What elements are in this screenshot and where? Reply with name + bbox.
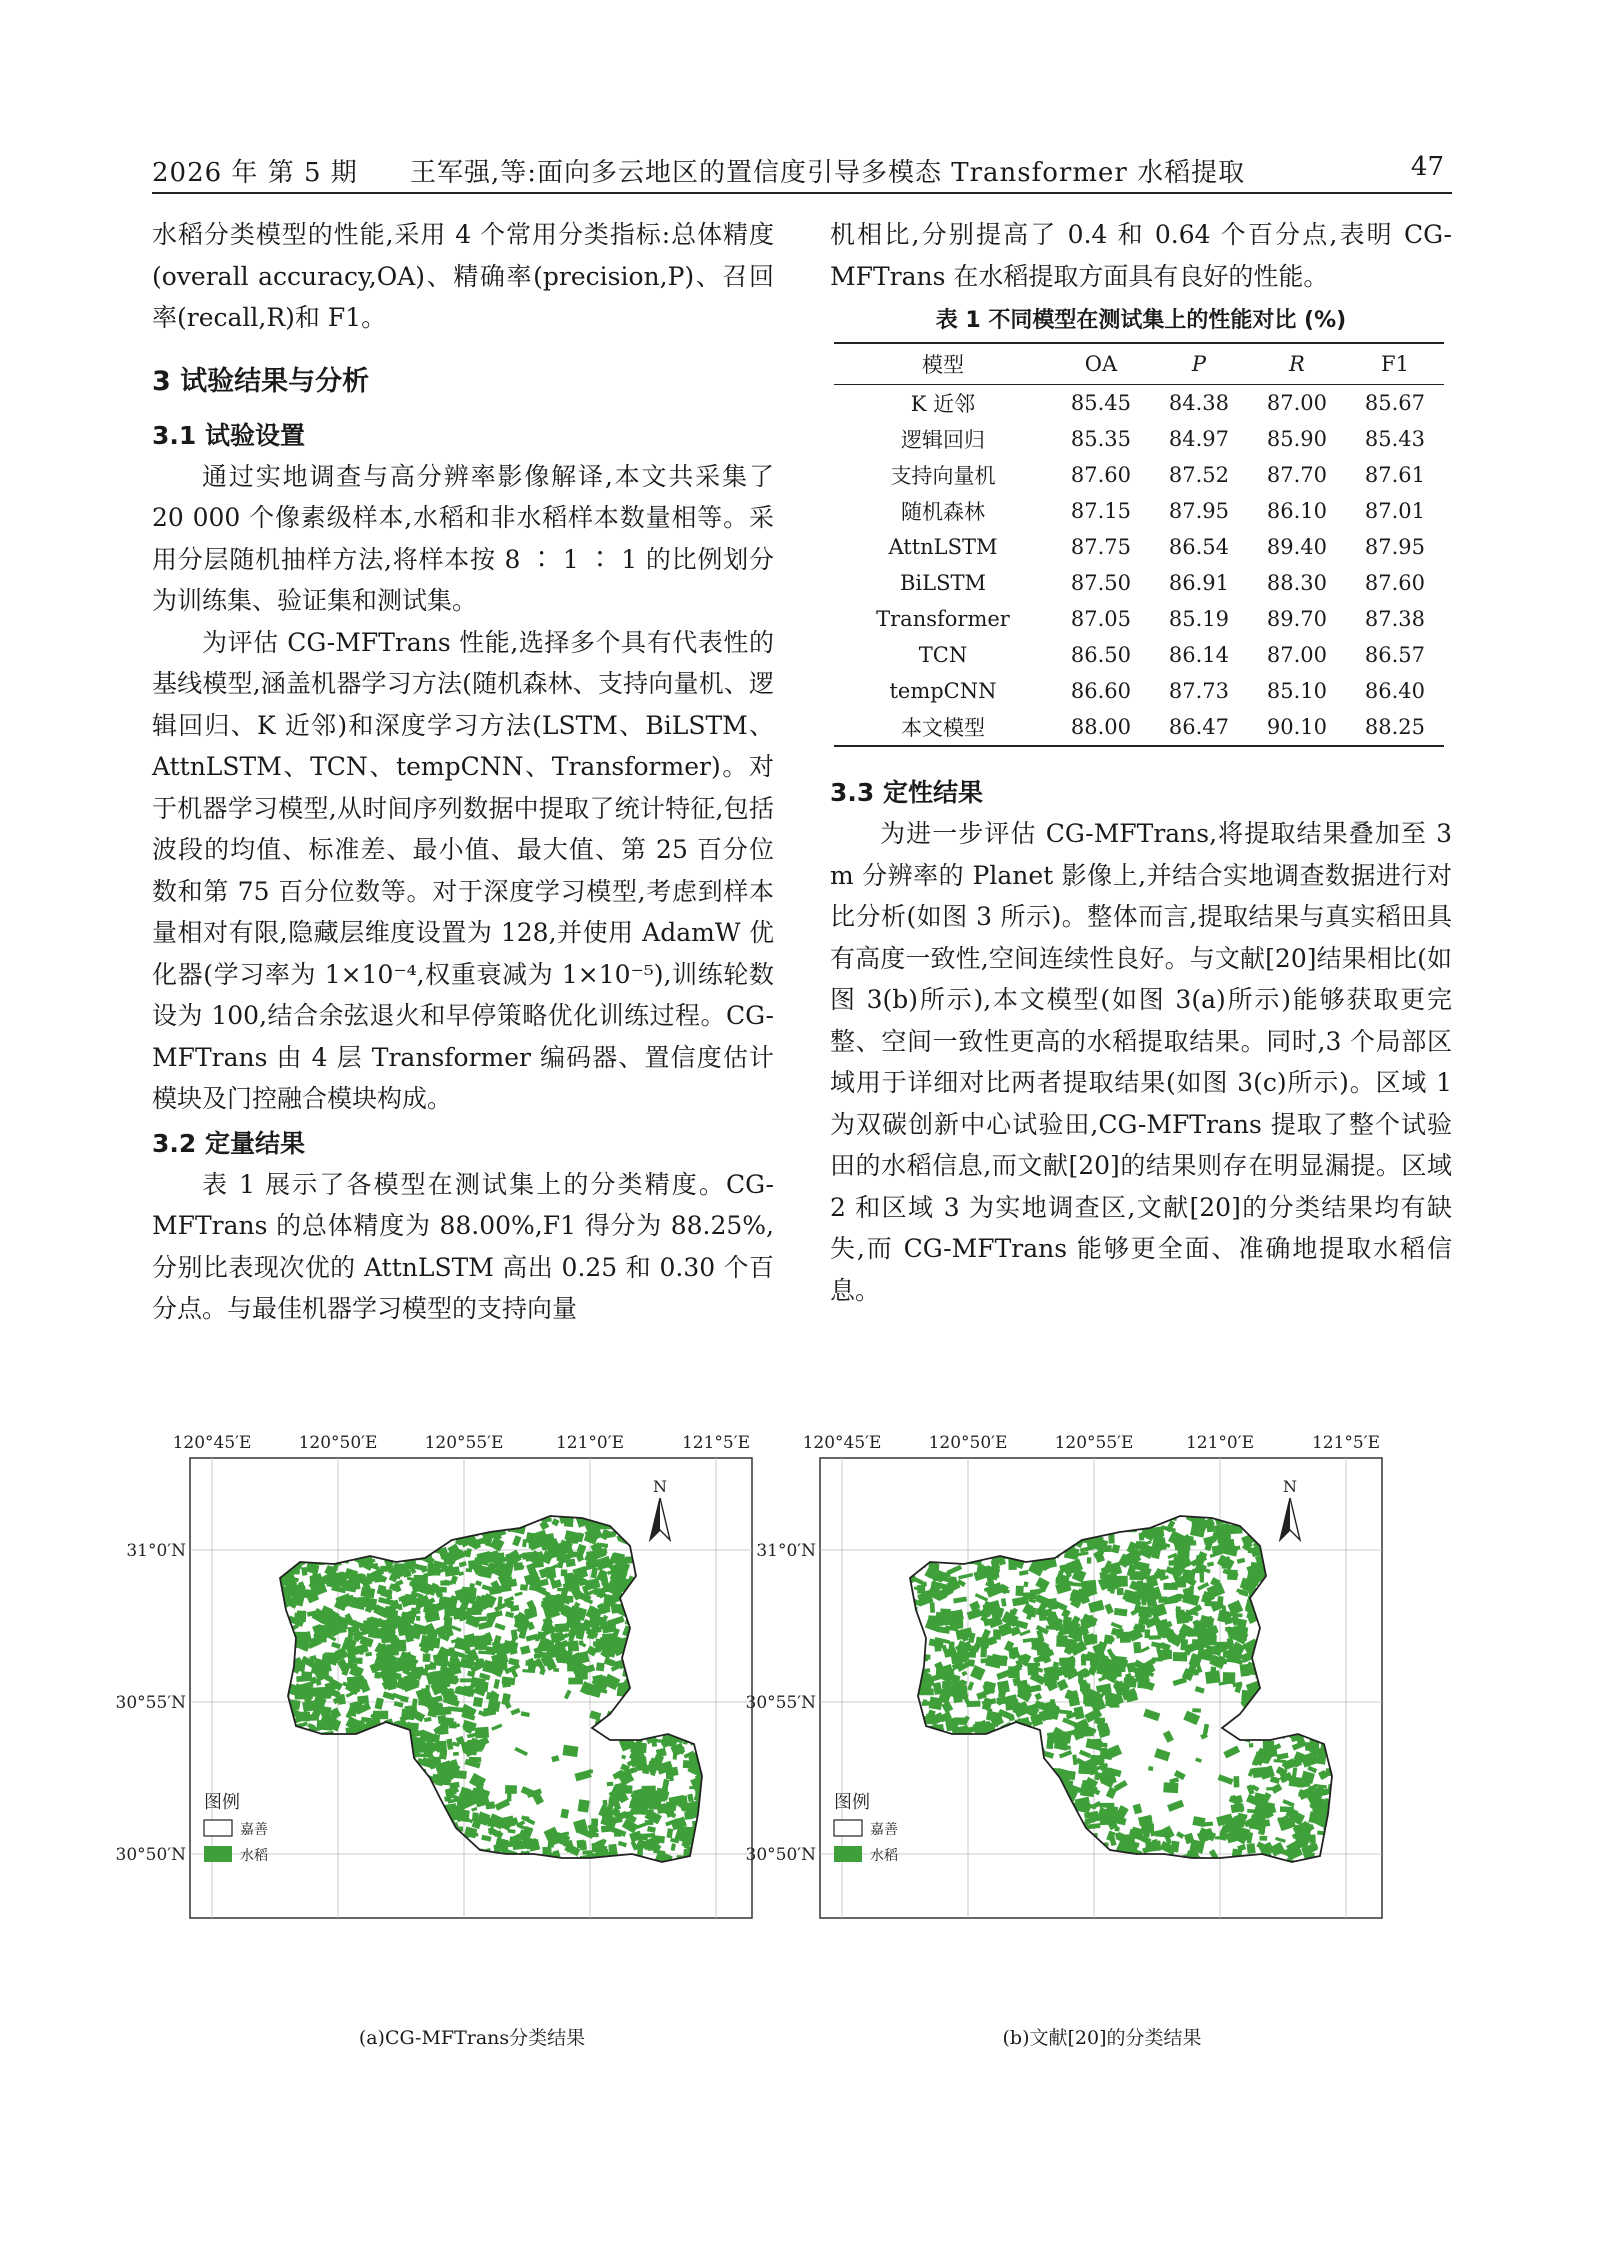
map-panel-a [115,1428,792,2068]
model-name-cell: K 近邻 [910,392,976,416]
legend-title: 图例 [834,1792,870,1813]
rice-patch [992,1615,1000,1620]
rice-patch [1117,1588,1124,1595]
rice-patch [1192,1708,1201,1713]
rice-patch [560,1809,569,1819]
caption-a: (a)CG-MFTrans分类结果 [358,2027,586,2049]
longitude-label: 120°45′E [172,1433,252,1453]
rice-patch [689,1786,694,1789]
setup-paragraph-1: 通过实地调查与高分辨率影像解译,本文共采集了 20 000 个像素级样本,水稻和非水稻样本数量相等。采用分层随机抽样方法,将样本按 8 ∶ 1 ∶ 1 的比例划分为训练集、验证集和测试集。 [152,461,774,615]
map-b [745,1428,1422,2018]
rice-patch [969,1646,977,1658]
table-row [834,421,1444,457]
longitude-label: 120°55′E [1054,1433,1134,1453]
table-header: F1 [1381,352,1409,376]
rice-patch [1133,1642,1141,1654]
rice-patch [555,1623,570,1632]
metric-cell: 85.45 [1070,391,1132,415]
rice-patch [1208,1635,1217,1645]
running-header [152,148,1452,194]
rice-patch [596,1662,605,1671]
rice-patch [1289,1776,1305,1788]
metric-cell: 86.91 [1168,571,1230,595]
metric-cell: 86.60 [1070,679,1132,703]
rice-patch [640,1833,655,1838]
rice-patch [949,1576,957,1587]
rice-patch [673,1746,684,1755]
longitude-label: 121°5′E [1311,1433,1381,1453]
table-row [834,565,1444,601]
rice-patch [443,1600,447,1605]
rice-patch [642,1786,656,1795]
rice-patch [1139,1533,1145,1541]
rice-patch [953,1693,963,1703]
rice-patch [1135,1624,1145,1632]
rice-patch [919,1688,934,1695]
table-row [834,457,1444,493]
rice-patch [608,1844,617,1857]
rice-patch [453,1752,459,1756]
metric-cell: 87.38 [1364,607,1426,631]
rice-patch [482,1570,487,1576]
rice-patch [561,1569,568,1576]
quant-paragraph: 表 1 展示了各模型在测试集上的分类精度。CG-MFTrans 的总体精度为 88.00%,F1 得分为 88.25%,分别比表现次优的 AttnLSTM 高出 0.25 和 0.30 个百分点。与最佳机器学习模型的支持向量 [152,1169,774,1323]
left-column [152,214,774,1330]
model-name-cell: 支持向量机 [890,464,996,488]
metric-cell: 87.60 [1364,571,1426,595]
rice-patch [576,1840,584,1849]
rice-patch [607,1782,614,1787]
rice-patch [566,1535,578,1544]
rice-patch [1015,1586,1023,1596]
rice-patch [1008,1647,1019,1659]
latitude-label: 30°50′N [745,1845,816,1865]
model-name-cell: 逻辑回归 [900,428,985,452]
rice-patch [360,1648,364,1655]
metric-cell: 87.50 [1070,571,1132,595]
rice-patch [944,1572,951,1578]
rice-patch [1137,1544,1144,1549]
map-a [115,1428,792,2018]
table-header: OA [1084,352,1118,376]
caption-b: (b)文献[20]的分类结果 [1002,2027,1202,2049]
longitude-label: 120°50′E [298,1433,378,1453]
rice-patch [625,1812,630,1817]
rice-patch [666,1772,673,1780]
rice-patch [1081,1621,1086,1631]
rice-patch [304,1697,312,1706]
rice-patch [373,1711,388,1720]
rice-patch [1027,1663,1040,1667]
table-row [834,637,1444,673]
rice-patch [1157,1625,1167,1635]
metric-cell: 87.95 [1168,499,1230,523]
rice-patch [487,1699,500,1712]
metric-cell: 87.60 [1070,463,1132,487]
rice-patch [930,1602,935,1613]
metric-cell: 86.57 [1364,643,1426,667]
metric-cell: 86.10 [1266,499,1328,523]
rice-patch [1175,1606,1181,1612]
rice-patch [1163,1583,1177,1590]
rice-patch [350,1578,361,1590]
metric-cell: 89.40 [1266,535,1328,559]
metric-cell: 87.95 [1364,535,1426,559]
section-3-2-heading: 3.2 定量结果 [152,1128,305,1158]
rice-patch [1148,1766,1154,1771]
rice-patch [297,1611,307,1623]
metric-cell: 86.40 [1364,679,1426,703]
rice-patch [438,1705,443,1708]
longitude-label: 120°45′E [802,1433,882,1453]
rice-patch [1110,1704,1119,1708]
table-header: R [1289,352,1305,376]
metric-cell: 88.25 [1364,715,1426,739]
right-column [830,214,1452,1311]
rice-patch [386,1644,399,1657]
rice-patch [929,1697,943,1711]
rice-patch [1085,1701,1098,1707]
metric-cell: 90.10 [1266,715,1328,739]
latitude-label: 31°0′N [756,1541,816,1561]
rice-patch [1081,1655,1086,1666]
rice-patch [593,1641,608,1647]
rice-patch [1143,1830,1150,1837]
rice-patch [1137,1678,1150,1689]
rice-patch [934,1617,950,1626]
rice-patch [1163,1782,1178,1793]
issue-label: 2026 年 第 5 期 [152,158,358,188]
figure-3 [115,1428,1452,2068]
legend-title: 图例 [204,1792,240,1813]
rice-patch [1200,1571,1205,1582]
rice-patch [475,1727,489,1739]
metric-cell: 87.00 [1266,391,1328,415]
metric-cell: 88.30 [1266,571,1328,595]
table-row [834,709,1444,746]
table-row [834,601,1444,637]
rice-patch [505,1785,517,1794]
rice-patch [453,1770,467,1779]
table-header: 模型 [921,353,964,377]
metric-cell: 84.97 [1168,427,1230,451]
model-name-cell: 随机森林 [900,500,985,524]
table-row [834,493,1444,529]
legend-swatch-rice [204,1846,232,1862]
longitude-label: 120°55′E [424,1433,504,1453]
latitude-label: 30°55′N [745,1693,816,1713]
rice-patch [645,1801,652,1805]
rice-patch [397,1624,409,1636]
section-3-3-heading: 3.3 定性结果 [830,778,983,807]
rice-patch [921,1581,927,1587]
metric-cell: 87.01 [1364,499,1426,523]
rice-patch [1314,1790,1328,1794]
latitude-label: 31°0′N [126,1541,186,1561]
rice-patch [1080,1729,1093,1737]
rice-patch [437,1715,446,1724]
rice-patch [388,1619,398,1629]
table-header-row [834,343,1444,385]
rice-patch [1259,1836,1267,1841]
metric-cell: 87.61 [1364,463,1426,487]
rice-patch [980,1646,987,1658]
legend-label: 嘉善 [240,1822,268,1838]
rice-patch [398,1597,403,1602]
intro-paragraph: 水稻分类模型的性能,采用 4 个常用分类指标:总体精度(overall accuracy,OA)、精确率(precision,P)、召回率(recall,R)和 F1。 [152,220,774,332]
model-name-cell: Transformer [876,607,1010,631]
rice-patch [1105,1695,1110,1706]
rice-patch [472,1812,479,1821]
rice-patch [475,1616,488,1621]
rice-patch [684,1812,692,1820]
longitude-label: 121°0′E [555,1433,625,1453]
rice-patch [631,1745,639,1749]
rice-patch [525,1660,539,1667]
rice-patch [1223,1672,1236,1684]
latitude-label: 30°50′N [115,1845,186,1865]
metric-cell: 87.15 [1070,499,1132,523]
metric-cell: 84.38 [1168,391,1230,415]
rice-patch [1097,1545,1111,1552]
metric-cell: 86.47 [1168,715,1230,739]
rice-patch [578,1799,590,1812]
metric-cell: 86.14 [1168,643,1230,667]
rice-patch [1061,1575,1070,1583]
rice-patch [477,1681,488,1692]
rice-patch [1078,1764,1091,1774]
article-title: 王军强,等:面向多云地区的置信度引导多模态 Transformer 水稻提取 [410,158,1246,188]
rice-patch [559,1595,573,1602]
rice-patch [1064,1745,1071,1750]
metric-cell: 85.19 [1168,607,1230,631]
rice-patch [1120,1632,1131,1643]
model-name-cell: TCN [918,643,968,667]
rice-patch [535,1637,540,1641]
rice-patch [414,1575,424,1582]
legend-swatch-rice [834,1846,862,1862]
longitude-label: 120°50′E [928,1433,1008,1453]
rice-patch [347,1676,364,1688]
rice-patch [1104,1634,1114,1644]
rice-patch [654,1800,662,1809]
rice-patch [1249,1743,1254,1748]
qual-paragraph: 为进一步评估 CG-MFTrans,将提取结果叠加至 3 m 分辨率的 Planet 影像上,并结合实地调查数据进行对比分析(如图 3 所示)。整体而言,提取结果与真实稻田具有高度一致性,空间连续性良好。与文献[20]结果相比(如图 3(b)所示),本文模型(如图 3(a)所示)能够获取更完整、空间一致性更高的水稻提取结果。同时,3 个局部区域用于详细对比两者提取结果(如图 3(c)所示)。区域 1 为双碳创新中心试验田,CG-MFTrans 提取了整个试验田的水稻信息,而文献[20]的结果则存在明显漏提。区域 2 和区域 3 为实地调查区,文献[20]的分类结果均有缺失,而 CG-MFTrans 能够更全面、准确地提取水稻信息。 [830,819,1452,1305]
rice-patch [458,1593,467,1600]
metric-cell: 87.52 [1168,463,1230,487]
rice-patch [950,1651,966,1664]
section-3-heading: 3 试验结果与分析 [152,365,370,397]
table-header: P [1191,352,1207,376]
rice-patch [1205,1670,1221,1684]
rice-patch [436,1587,447,1593]
legend-swatch-boundary [204,1820,232,1836]
rice-patch [1094,1717,1105,1724]
rice-patch [473,1697,483,1708]
metric-cell: 87.75 [1070,535,1132,559]
model-name-cell: tempCNN [889,679,997,703]
rice-patch [1278,1817,1282,1821]
rice-patch [440,1580,450,1585]
rice-patch [298,1712,311,1722]
rice-patch [429,1733,440,1742]
rice-patch [1146,1596,1157,1607]
rice-patch [296,1675,310,1682]
rice-patch [387,1680,392,1684]
metric-cell: 85.10 [1266,679,1328,703]
rice-patch [642,1810,653,1814]
rice-patch [550,1543,563,1555]
metric-cell: 85.67 [1364,391,1426,415]
metric-cell: 87.70 [1266,463,1328,487]
rice-patch [340,1572,345,1575]
rice-patch [465,1635,480,1647]
rice-patch [449,1647,455,1654]
rice-patch [954,1717,966,1724]
metric-cell: 85.43 [1364,427,1426,451]
results-table [834,342,1444,747]
north-label: N [1283,1477,1297,1496]
legend-label: 嘉善 [870,1822,898,1838]
metric-cell: 86.50 [1070,643,1132,667]
rice-patch [607,1620,616,1631]
rice-patch [1247,1843,1256,1854]
rice-patch [996,1584,1000,1587]
rice-patch [512,1840,529,1850]
rice-patch [1157,1569,1166,1577]
rice-patch [469,1757,481,1762]
rice-patch [1174,1539,1190,1551]
metric-cell: 87.00 [1266,643,1328,667]
rice-patch [601,1825,614,1833]
table-row [834,385,1444,422]
page-number: 47 [1410,152,1444,182]
table-caption: 表 1 不同模型在测试集上的性能对比 (%) [935,308,1347,333]
rice-patch [562,1745,578,1757]
rice-patch [1010,1609,1017,1615]
legend-label: 水稻 [870,1848,898,1864]
north-label: N [653,1477,667,1496]
latitude-label: 30°55′N [115,1693,186,1713]
metric-cell: 85.35 [1070,427,1132,451]
metric-cell: 85.90 [1266,427,1328,451]
rice-patch [1233,1776,1239,1787]
metric-cell: 87.05 [1070,607,1132,631]
rice-patch [409,1582,414,1587]
rice-patch [557,1562,564,1568]
rice-patch [1117,1576,1128,1587]
rice-patch [513,1562,523,1571]
rice-patch [1100,1803,1115,1808]
metric-cell: 86.54 [1168,535,1230,559]
rice-patch [645,1820,654,1825]
metric-cell: 89.70 [1266,607,1328,631]
setup-paragraph-2: 为评估 CG-MFTrans 性能,选择多个具有代表性的基线模型,涵盖机器学习方法(随机森林、支持向量机、逻辑回归、K 近邻)和深度学习方法(LSTM、BiLSTM、AttnLSTM、TCN、tempCNN、Transformer)。对于机器学习模型,从时间序列数据中提取了统计特征,包括波段的均值、标准差、最小值、最大值、第 25 百分位数和第 75 百分位数等。对于深度学习模型,考虑到样本量相对有限,隐藏层维度设置为 128,并使用 AdamW 优化器(学习率为 1×10⁻⁴,权重衰减为 1×10⁻⁵),训练轮数设为 100,结合余弦退火和早停策略优化训练过程。CG-MFTrans 由 4 层 Transformer 编码器、置信度估计模块及门控融合模块构成。 [152,627,774,1113]
section-3-1-heading: 3.1 试验设置 [152,420,305,450]
rice-patch [494,1843,509,1852]
metric-cell: 87.73 [1168,679,1230,703]
rice-patch [1009,1715,1015,1721]
rice-patch [567,1640,579,1651]
longitude-label: 121°0′E [1185,1433,1255,1453]
longitude-label: 121°5′E [681,1433,751,1453]
rice-patch [1087,1557,1092,1563]
rice-patch [507,1793,511,1802]
metric-cell: 88.00 [1070,715,1132,739]
quant-paragraph-cont: 机相比,分别提高了 0.4 和 0.64 个百分点,表明 CG-MFTrans 在水稻提取方面具有良好的性能。 [830,220,1452,291]
rice-patch [991,1655,1007,1666]
table-row [834,673,1444,709]
rice-patch [423,1654,431,1663]
map-panel-b [745,1428,1422,2068]
rice-patch [492,1553,505,1563]
rice-patch [603,1594,617,1607]
rice-patch [592,1617,598,1627]
legend-label: 水稻 [240,1848,268,1864]
rice-patch [1091,1739,1102,1746]
model-name-cell: AttnLSTM [888,535,998,559]
model-name-cell: 本文模型 [900,716,985,740]
model-name-cell: BiLSTM [899,571,986,595]
legend-swatch-boundary [834,1820,862,1836]
rice-patch [1149,1635,1161,1640]
table-row [834,529,1444,565]
rice-patch [1101,1743,1107,1748]
rice-patch [1058,1731,1072,1744]
rice-patch [602,1800,607,1807]
rice-patch [416,1616,420,1621]
